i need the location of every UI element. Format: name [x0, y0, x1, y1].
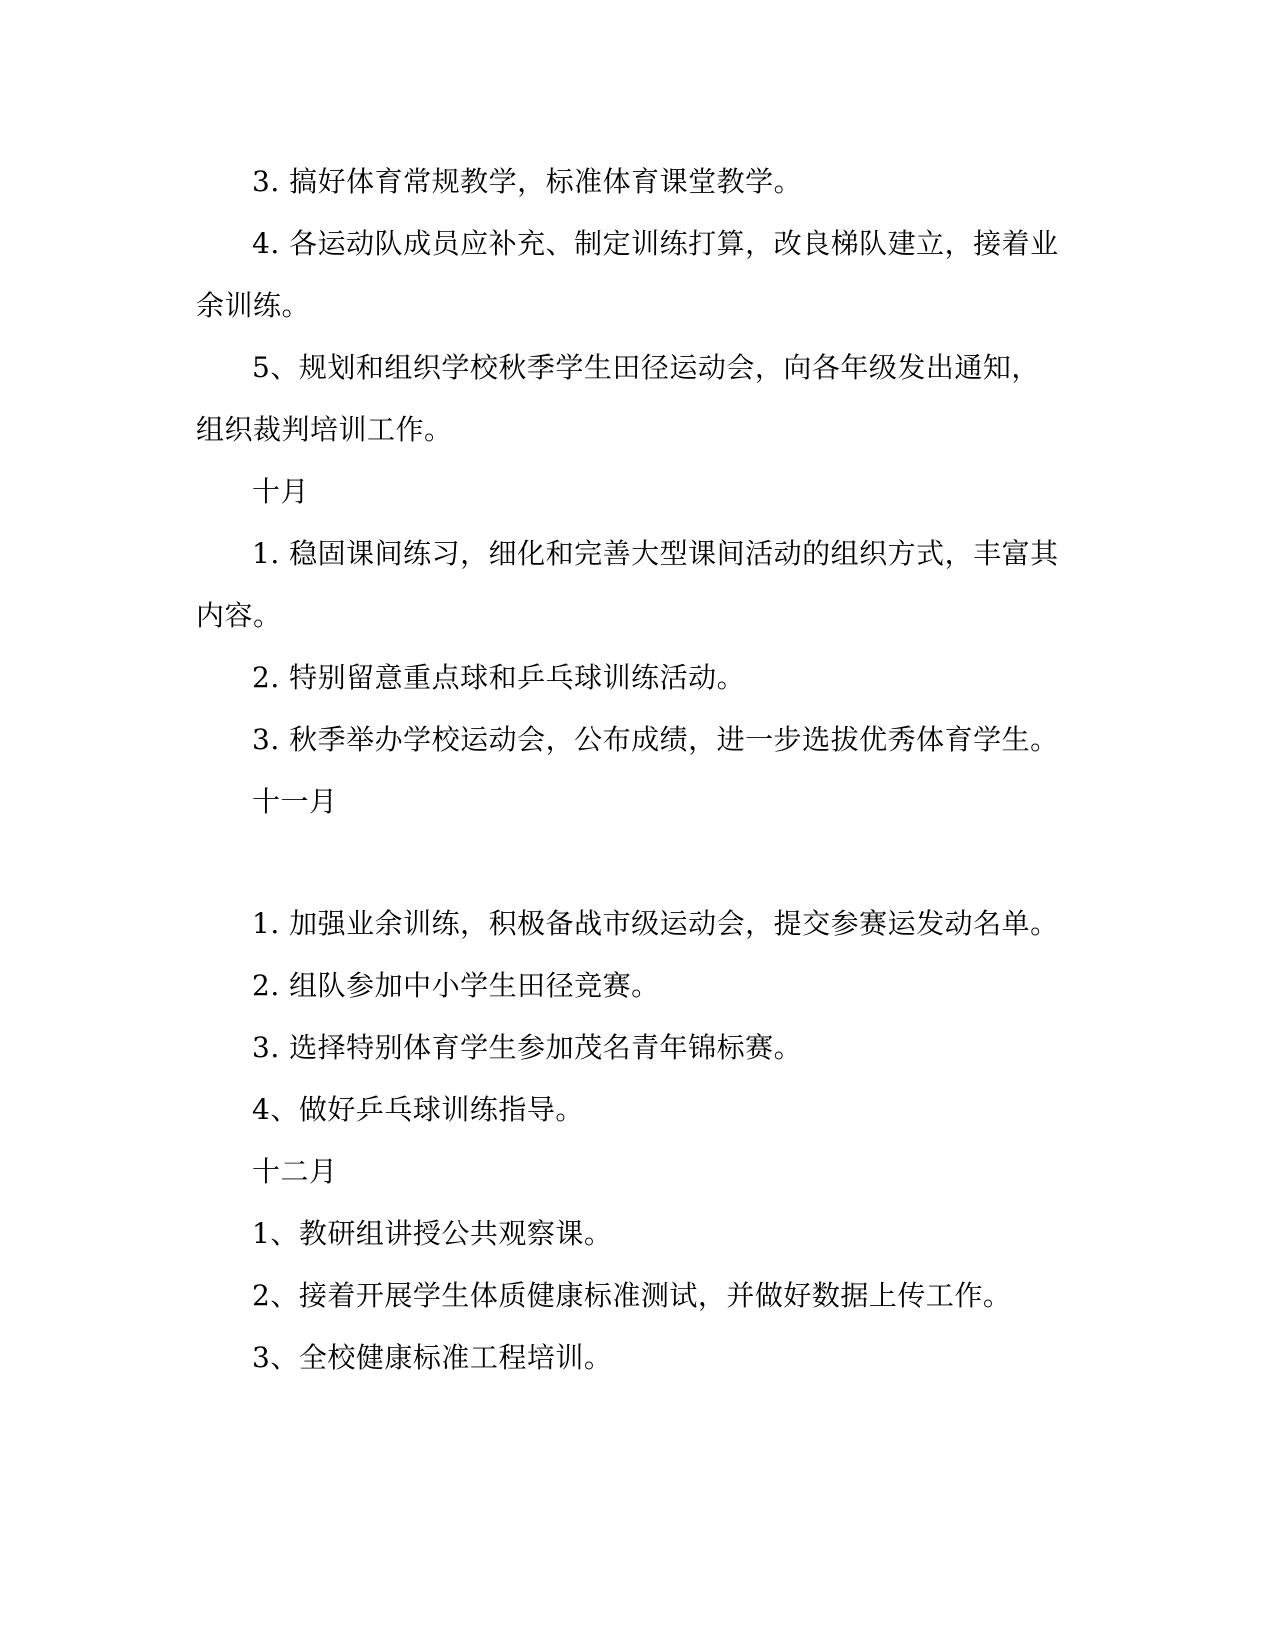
- paragraph-line: 余训练。: [196, 289, 311, 322]
- paragraph-line: 2. 特别留意重点球和乒乓球训练活动。: [252, 661, 746, 694]
- paragraph-line: 3、全校健康标准工程培训。: [252, 1341, 613, 1374]
- paragraph-line: 3. 搞好体育常规教学，标准体育课堂教学。: [252, 165, 803, 198]
- paragraph-line: 2. 组队参加中小学生田径竞赛。: [252, 969, 660, 1002]
- paragraph-line: 1. 稳固课间练习，细化和完善大型课间活动的组织方式，丰富其: [252, 537, 1059, 570]
- paragraph-line: 3. 选择特别体育学生参加茂名青年锦标赛。: [252, 1031, 803, 1064]
- paragraph-line: 2、接着开展学生体质健康标准测试，并做好数据上传工作。: [252, 1279, 1012, 1312]
- section-heading: 十月: [252, 475, 310, 508]
- paragraph-line: 1. 加强业余训练，积极备战市级运动会，提交参赛运发动名单。: [252, 907, 1059, 940]
- section-heading: 十一月: [252, 785, 338, 818]
- paragraph-line: 5、规划和组织学校秋季学生田径运动会，向各年级发出通知，: [252, 351, 1040, 384]
- paragraph-line: 3. 秋季举办学校运动会，公布成绩，进一步选拔优秀体育学生。: [252, 723, 1059, 756]
- paragraph-line: 组织裁判培训工作。: [196, 413, 453, 446]
- paragraph-line: 内容。: [196, 599, 282, 632]
- section-heading: 十二月: [252, 1155, 338, 1188]
- paragraph-line: 4、做好乒乓球训练指导。: [252, 1093, 584, 1126]
- paragraph-line: 1、教研组讲授公共观察课。: [252, 1217, 613, 1250]
- paragraph-line: 4. 各运动队成员应补充、制定训练打算，改良梯队建立，接着业: [252, 227, 1059, 260]
